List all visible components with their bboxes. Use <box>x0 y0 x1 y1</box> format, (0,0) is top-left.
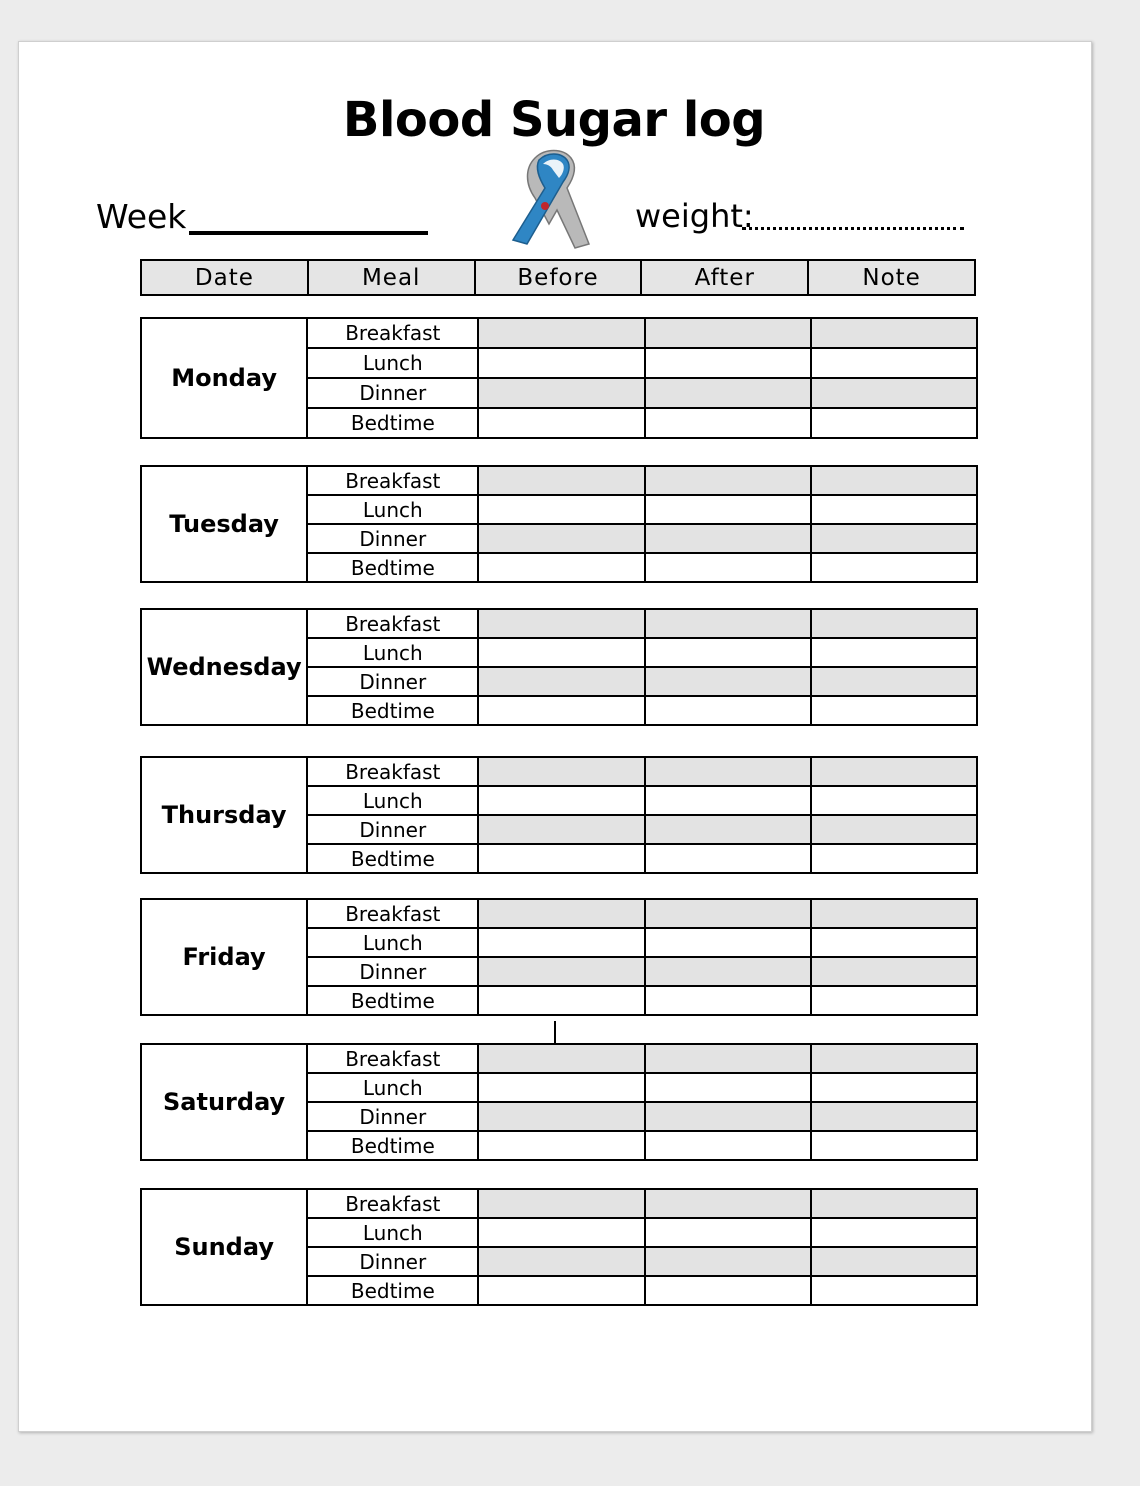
after-entry-cell[interactable] <box>645 318 811 348</box>
note-entry-cell[interactable] <box>811 638 977 667</box>
note-entry-cell[interactable] <box>811 928 977 957</box>
day-label: Tuesday <box>141 466 307 582</box>
meal-label: Bedtime <box>307 696 478 725</box>
awareness-ribbon-icon <box>505 148 597 253</box>
note-entry-cell[interactable] <box>811 786 977 815</box>
after-entry-cell[interactable] <box>645 1189 811 1218</box>
after-entry-cell[interactable] <box>645 1218 811 1247</box>
divider-mark <box>554 1021 556 1043</box>
meal-label: Dinner <box>307 1102 478 1131</box>
meal-row <box>141 899 977 928</box>
before-entry-cell[interactable] <box>478 495 644 524</box>
before-entry-cell[interactable] <box>478 638 644 667</box>
before-entry-cell[interactable] <box>478 348 644 378</box>
note-entry-cell[interactable] <box>811 378 977 408</box>
after-entry-cell[interactable] <box>645 348 811 378</box>
day-label: Sunday <box>141 1189 307 1305</box>
before-entry-cell[interactable] <box>478 1131 644 1160</box>
note-entry-cell[interactable] <box>811 1044 977 1073</box>
meal-label: Lunch <box>307 1218 478 1247</box>
after-entry-cell[interactable] <box>645 638 811 667</box>
meal-label: Breakfast <box>307 609 478 638</box>
after-entry-cell[interactable] <box>645 957 811 986</box>
meal-label: Bedtime <box>307 1276 478 1305</box>
before-entry-cell[interactable] <box>478 318 644 348</box>
day-label: Wednesday <box>141 609 307 725</box>
note-entry-cell[interactable] <box>811 318 977 348</box>
meal-label: Lunch <box>307 928 478 957</box>
after-entry-cell[interactable] <box>645 609 811 638</box>
day-label: Saturday <box>141 1044 307 1160</box>
note-entry-cell[interactable] <box>811 348 977 378</box>
meal-label: Bedtime <box>307 844 478 873</box>
note-entry-cell[interactable] <box>811 1276 977 1305</box>
after-entry-cell[interactable] <box>645 408 811 438</box>
note-entry-cell[interactable] <box>811 1247 977 1276</box>
before-entry-cell[interactable] <box>478 815 644 844</box>
meal-row <box>141 1189 977 1218</box>
meal-label: Bedtime <box>307 408 478 438</box>
before-entry-cell[interactable] <box>478 466 644 495</box>
before-entry-cell[interactable] <box>478 1218 644 1247</box>
meal-label: Dinner <box>307 815 478 844</box>
note-entry-cell[interactable] <box>811 957 977 986</box>
before-entry-cell[interactable] <box>478 1189 644 1218</box>
page-title: Blood Sugar log <box>342 92 766 148</box>
before-entry-cell[interactable] <box>478 844 644 873</box>
header-date: Date <box>141 260 308 295</box>
meal-label: Lunch <box>307 348 478 378</box>
after-entry-cell[interactable] <box>645 1073 811 1102</box>
after-entry-cell[interactable] <box>645 786 811 815</box>
after-entry-cell[interactable] <box>645 667 811 696</box>
column-header-row <box>140 259 976 296</box>
note-entry-cell[interactable] <box>811 553 977 582</box>
note-entry-cell[interactable] <box>811 667 977 696</box>
after-entry-cell[interactable] <box>645 844 811 873</box>
after-entry-cell[interactable] <box>645 757 811 786</box>
note-entry-cell[interactable] <box>811 408 977 438</box>
day-label: Thursday <box>141 757 307 873</box>
note-entry-cell[interactable] <box>811 1073 977 1102</box>
meal-label: Lunch <box>307 495 478 524</box>
meal-label: Breakfast <box>307 318 478 348</box>
meal-row <box>141 757 977 786</box>
meal-label: Dinner <box>307 667 478 696</box>
before-entry-cell[interactable] <box>478 553 644 582</box>
before-entry-cell[interactable] <box>478 1044 644 1073</box>
after-entry-cell[interactable] <box>645 696 811 725</box>
before-entry-cell[interactable] <box>478 899 644 928</box>
before-entry-cell[interactable] <box>478 786 644 815</box>
note-entry-cell[interactable] <box>811 1131 977 1160</box>
meal-label: Bedtime <box>307 1131 478 1160</box>
week-field-line[interactable] <box>189 231 428 235</box>
day-label: Monday <box>141 318 307 438</box>
meal-label: Breakfast <box>307 899 478 928</box>
after-entry-cell[interactable] <box>645 986 811 1015</box>
note-entry-cell[interactable] <box>811 815 977 844</box>
meal-label: Lunch <box>307 786 478 815</box>
before-entry-cell[interactable] <box>478 696 644 725</box>
after-entry-cell[interactable] <box>645 466 811 495</box>
day-label: Friday <box>141 899 307 1015</box>
meal-label: Dinner <box>307 957 478 986</box>
meal-label: Breakfast <box>307 1044 478 1073</box>
day-block-friday <box>140 898 978 1016</box>
day-block-thursday <box>140 756 978 874</box>
header-meal: Meal <box>308 260 475 295</box>
meal-row <box>141 318 977 348</box>
before-entry-cell[interactable] <box>478 1276 644 1305</box>
note-entry-cell[interactable] <box>811 986 977 1015</box>
after-entry-cell[interactable] <box>645 553 811 582</box>
after-entry-cell[interactable] <box>645 1044 811 1073</box>
before-entry-cell[interactable] <box>478 757 644 786</box>
header-before: Before <box>475 260 642 295</box>
before-entry-cell[interactable] <box>478 408 644 438</box>
before-entry-cell[interactable] <box>478 957 644 986</box>
after-entry-cell[interactable] <box>645 1131 811 1160</box>
week-label: Week <box>96 197 187 236</box>
before-entry-cell[interactable] <box>478 1102 644 1131</box>
after-entry-cell[interactable] <box>645 928 811 957</box>
note-entry-cell[interactable] <box>811 495 977 524</box>
before-entry-cell[interactable] <box>478 378 644 408</box>
after-entry-cell[interactable] <box>645 378 811 408</box>
day-block-tuesday <box>140 465 978 583</box>
note-entry-cell[interactable] <box>811 899 977 928</box>
meal-label: Dinner <box>307 524 478 553</box>
note-entry-cell[interactable] <box>811 1102 977 1131</box>
before-entry-cell[interactable] <box>478 986 644 1015</box>
note-entry-cell[interactable] <box>811 466 977 495</box>
note-entry-cell[interactable] <box>811 1218 977 1247</box>
after-entry-cell[interactable] <box>645 1102 811 1131</box>
meal-label: Lunch <box>307 638 478 667</box>
before-entry-cell[interactable] <box>478 609 644 638</box>
note-entry-cell[interactable] <box>811 1189 977 1218</box>
meal-label: Bedtime <box>307 986 478 1015</box>
note-entry-cell[interactable] <box>811 757 977 786</box>
day-block-sunday <box>140 1188 978 1306</box>
meal-row <box>141 1044 977 1073</box>
note-entry-cell[interactable] <box>811 524 977 553</box>
after-entry-cell[interactable] <box>645 815 811 844</box>
before-entry-cell[interactable] <box>478 928 644 957</box>
header-note: Note <box>808 260 975 295</box>
header-after: After <box>641 260 808 295</box>
note-entry-cell[interactable] <box>811 696 977 725</box>
after-entry-cell[interactable] <box>645 1247 811 1276</box>
meal-label: Bedtime <box>307 553 478 582</box>
day-block-monday <box>140 317 978 439</box>
meal-label: Dinner <box>307 1247 478 1276</box>
after-entry-cell[interactable] <box>645 1276 811 1305</box>
day-block-wednesday <box>140 608 978 726</box>
meal-label: Lunch <box>307 1073 478 1102</box>
day-block-saturday <box>140 1043 978 1161</box>
before-entry-cell[interactable] <box>478 1247 644 1276</box>
before-entry-cell[interactable] <box>478 1073 644 1102</box>
meal-row <box>141 609 977 638</box>
before-entry-cell[interactable] <box>478 524 644 553</box>
meal-label: Dinner <box>307 378 478 408</box>
weight-label: weight: <box>635 197 754 235</box>
after-entry-cell[interactable] <box>645 899 811 928</box>
note-entry-cell[interactable] <box>811 844 977 873</box>
after-entry-cell[interactable] <box>645 495 811 524</box>
after-entry-cell[interactable] <box>645 524 811 553</box>
note-entry-cell[interactable] <box>811 609 977 638</box>
before-entry-cell[interactable] <box>478 667 644 696</box>
weight-field-line[interactable] <box>742 227 964 230</box>
meal-label: Breakfast <box>307 1189 478 1218</box>
meal-label: Breakfast <box>307 757 478 786</box>
meal-row <box>141 466 977 495</box>
meal-label: Breakfast <box>307 466 478 495</box>
